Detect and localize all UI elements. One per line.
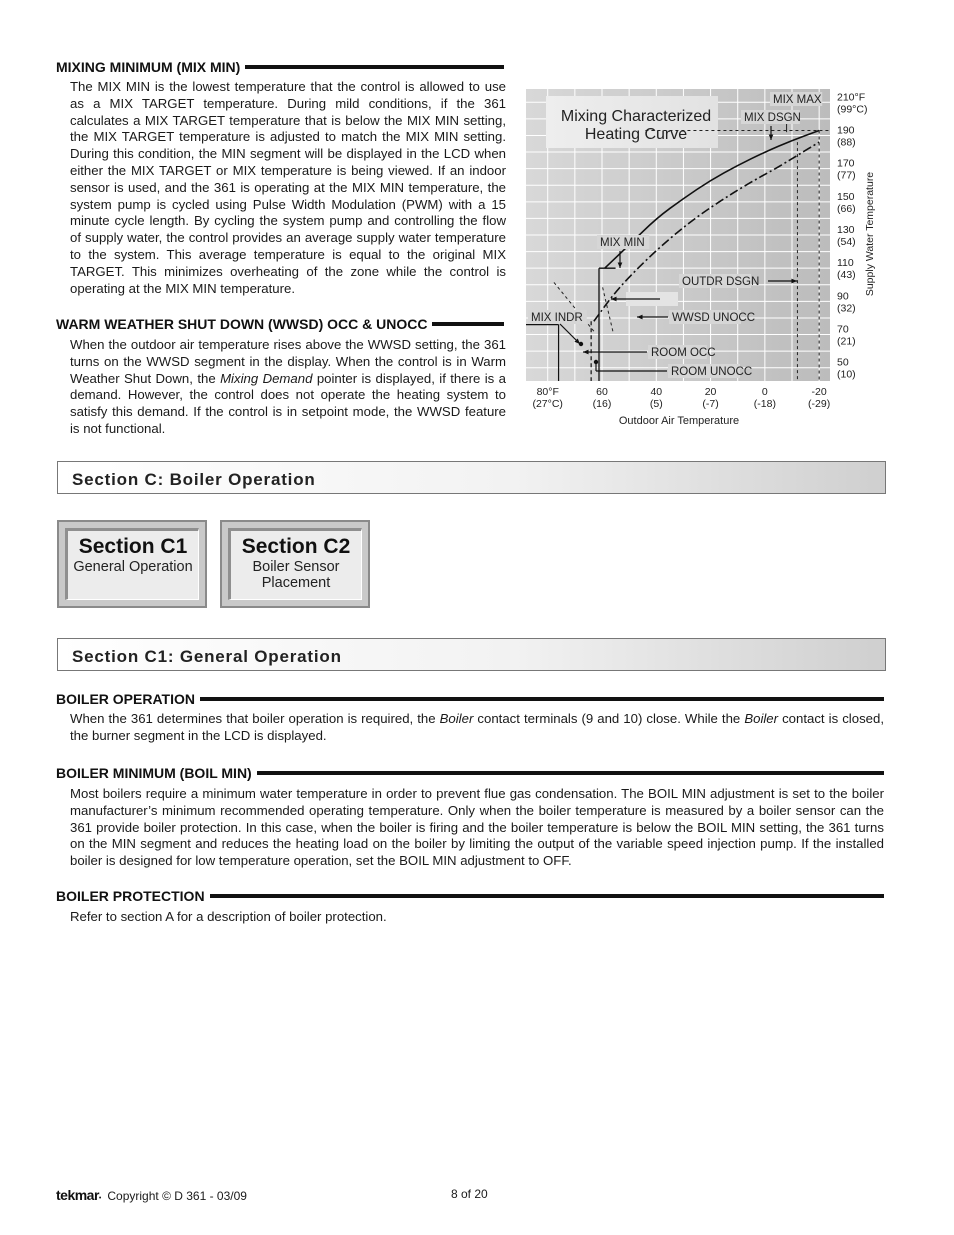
heating-curve-chart: [520, 72, 890, 432]
tab-inner: [228, 528, 362, 600]
mix-max-label: MIX MAX: [773, 94, 822, 106]
x-tick-label: 20: [704, 386, 717, 398]
heading-rule: [210, 894, 884, 898]
y-axis-label: Supply Water Temperature: [864, 171, 876, 297]
tab-subtitle-line1: Boiler Sensor: [252, 559, 340, 575]
boilmin-heading: [56, 765, 884, 781]
boilmin-heading-text: BOILER MINIMUM (BOIL MIN): [56, 765, 252, 781]
y-tick-sublabel: (32): [837, 302, 856, 315]
section-c1-title: Section C1: General Operation: [72, 647, 342, 666]
heading-rule: [200, 697, 884, 701]
boilprot-heading-text: BOILER PROTECTION: [56, 888, 205, 904]
tekmar-logo: tekmar: [56, 1187, 99, 1203]
y-tick-label: 130: [837, 224, 855, 236]
wwsd-paragraph: When the outdoor air temperature rises above the WWSD setting, the 361 turns on the WWSD segment in the display. When the control is in Warm Weather Shut Down, the Mixing Demand pointer is displayed, if there is a demand. However, the control does not operate the heating system to satisfy this demand. If the control is in setpoint mode, the WWSD feature is not functional.: [70, 337, 506, 436]
x-tick-label: 80°F: [536, 386, 559, 398]
x-tick-label: 0: [761, 386, 768, 398]
outdr-dsgn-label: OUTDR DSGN: [682, 276, 760, 288]
mix-indr-label: MIX INDR: [531, 312, 583, 324]
chart-title-line1: Mixing Characterized: [560, 108, 712, 125]
x-tick-sublabel: (-29): [808, 398, 831, 410]
boilop-heading-text: BOILER OPERATION: [56, 691, 195, 707]
x-tick-sublabel: (-18): [753, 398, 776, 410]
y-tick-sublabel: (99°C): [837, 103, 868, 116]
y-tick-label: 110: [837, 257, 854, 270]
mix-dsgn-label: MIX DSGN: [744, 112, 801, 124]
x-tick-sublabel: (5): [649, 398, 663, 410]
room-unocc-dot: [594, 360, 598, 364]
y-tick-label: 210°F: [837, 91, 866, 104]
x-tick-sublabel: (16): [592, 398, 612, 410]
tab-subtitle: General Operation: [73, 559, 193, 575]
mixmin-paragraph: The MIX MIN is the lowest temperature that the control is allowed to use as a MIX TARGET temperature. During mild conditions, if the 361 calculates a MIX TARGET temperature that is below the MIX MIN setting, the MIX TARGET temperature is adjusted to match the MIX MIN setting. During this condition, the MIN segment will be displayed in the LCD when either the MIX TARGET or MIX temperature is being viewed. If an indoor sensor is used, and the 361 is operating at the MIX MIN temperature, the system pump is cycled using Pulse Width Modulation (PWM) with a 15 minute cycle length. By cycling the system pump and controlling the flow of supply water, the control provides an average supply water temperature to the system. This average temperature is equal to the original MIX TARGET. This minimizes overheating of the zone while the control is operating at the MIX MIN temperature.: [70, 79, 506, 296]
section-c-title: Section C: Boiler Operation: [72, 470, 316, 489]
heading-rule: [257, 771, 884, 775]
mix-min-label: MIX MIN: [600, 237, 645, 249]
section-c1-tab[interactable]: [57, 520, 207, 608]
x-axis-label: Outdoor Air Temperature: [618, 415, 740, 427]
tab-title: Section C2: [241, 535, 351, 558]
y-tick-sublabel: (43): [837, 269, 856, 282]
y-tick-sublabel: (10): [837, 368, 856, 381]
y-tick-label: 50: [837, 356, 849, 369]
chart-title-line2: Heating Curve: [584, 126, 688, 143]
y-tick-sublabel: (88): [837, 136, 856, 149]
wwsd-heading-text: WARM WEATHER SHUT DOWN (WWSD) OCC & UNOCC: [56, 316, 428, 332]
section-c1-bar: [57, 638, 886, 671]
mix-indr-dot: [579, 342, 583, 346]
x-tick-label: -20: [811, 386, 827, 398]
boilprot-heading: [56, 888, 884, 904]
section-c-bar: [57, 461, 886, 494]
y-tick-sublabel: (54): [837, 236, 856, 248]
heading-rule: [432, 322, 504, 326]
tab-inner: [65, 528, 199, 600]
footer-copyright: Copyright © D 361 - 03/09: [107, 1189, 247, 1203]
heading-rule: [245, 65, 504, 69]
x-tick-label: 60: [596, 386, 608, 398]
y-tick-sublabel: (21): [837, 335, 856, 348]
wwsd-unocc-label: WWSD UNOCC: [672, 312, 756, 324]
boilop-paragraph: When the 361 determines that boiler operation is required, the Boiler contact terminals (9 and 10) close. While the Boiler contact is closed, the burner segment in the LCD is displayed.: [70, 711, 884, 743]
boilmin-paragraph: Most boilers require a minimum water temperature in order to prevent flue gas condensation. The BOIL MIN adjustment is set to the boiler manufacturer’s minimum recommended operating temperature. Only when the boiler temperature is measured by a boiler sensor can the 361 provide boiler protection. In this case, when the boiler is firing and the boiler temperature is below the BOIL MIN setting, the 361 turns on the MIN segment and reduces the heating load on the boiler by limiting the output of the variable speed injection pump. If the installed boiler is designed for low temperature operation, set the BOIL MIN adjustment to OFF.: [70, 786, 884, 869]
y-tick-label: 170: [837, 157, 855, 170]
mixmin-heading: [56, 59, 504, 75]
room-occ-label: ROOM OCC: [651, 347, 716, 359]
room-unocc-label: ROOM UNOCC: [671, 366, 753, 378]
x-tick-label: 40: [650, 386, 663, 398]
trademark-mark: •: [98, 1195, 102, 1202]
x-tick-sublabel: (27°C): [532, 398, 563, 410]
x-tick-sublabel: (-7): [702, 398, 719, 410]
y-tick-label: 90: [837, 290, 849, 303]
y-tick-sublabel: (77): [837, 169, 856, 182]
mixmin-heading-text: MIXING MINIMUM (MIX MIN): [56, 59, 241, 75]
y-tick-label: 150: [837, 190, 855, 203]
y-tick-sublabel: (66): [837, 202, 856, 215]
page-number: 8 of 20: [451, 1187, 488, 1201]
footer-left: [56, 1187, 247, 1203]
tab-title: Section C1: [78, 535, 188, 558]
y-tick-label: 70: [837, 323, 849, 336]
section-c2-tab[interactable]: [220, 520, 370, 608]
tab-subtitle-line2: Placement: [261, 575, 331, 591]
boilop-heading: [56, 691, 884, 707]
boilprot-paragraph: Refer to section A for a description of boiler protection.: [70, 909, 387, 924]
wwsd-heading: [56, 316, 504, 332]
y-tick-label: 190: [837, 124, 855, 137]
